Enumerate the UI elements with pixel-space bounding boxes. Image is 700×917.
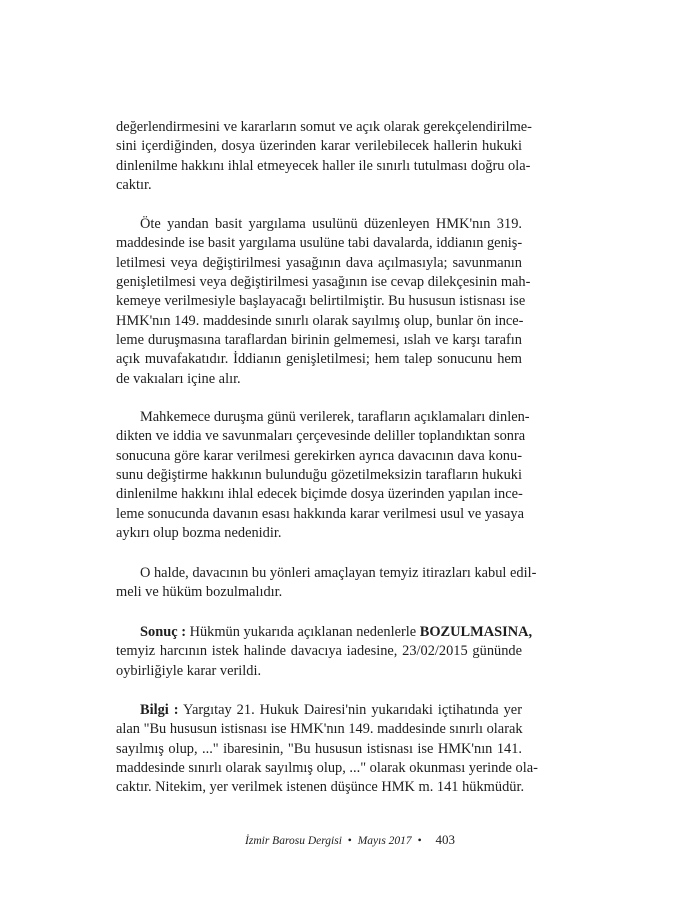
text-line: dinlenilme hakkını ihlal etmeyecek haller ile sınırlı tutulması doğru ola- [116,157,531,174]
journal-name: İzmir Barosu Dergisi [245,835,342,847]
text-line: oybirliğiyle karar verildi. [116,662,262,679]
text-line: sayılmış olup, ..." ibaresinin, "Bu hususun istisnası ise HMK'nın 141. [116,740,522,757]
text-line: alan "Bu hususun istisnası ise HMK'nın 149. maddesinde sınırlı olarak [116,721,523,738]
text-line: caktır. Nitekim, yer verilmek istenen düşünce HMK m. 141 hükmüdür. [116,779,525,796]
text-line: maddesinde ise basit yargılama usulüne tabi davalarda, iddianın geniş- [116,235,523,252]
paragraph-1 [116,118,532,195]
text-line: dikten ve iddia ve savunmaları çerçevesinde deliller toplandıktan sonra [116,428,526,445]
bilgi-paragraph [116,701,538,798]
paragraph-3 [116,408,530,543]
text-line: temyiz harcının istek halinde davacıya iadesine, 23/02/2015 gününde [116,643,522,660]
text-line: değerlendirmesini ve kararların somut ve açık olarak gerekçelendirilme- [116,119,532,135]
text-line: kemeye verilmesiyle başlayacağı belirtilmiştir. Bu hususun istisnası ise [116,293,526,310]
page-number: 403 [435,832,455,847]
sonuc-text: Hükmün yukarıda açıklanan nedenlerle [185,624,420,640]
paragraph-4 [116,564,537,603]
text-line: meli ve hüküm bozulmalıdır. [116,584,283,601]
separator-dot: • [347,835,352,847]
text-line: leme sonucunda davanın esası hakkında karar verilmesi usul ve yasaya [116,505,524,522]
text-line: Öte yandan basit yargılama usulünü düzenleyen HMK'nın 319. [140,216,522,232]
sonuc-label: Sonuç : [140,624,186,640]
text-line: letilmesi veya değiştirilmesi yasağının dava açılmasıyla; savunmanın [116,254,522,271]
bilgi-label: Bilgi : [140,702,179,718]
text-line [116,701,522,720]
text-line: de vakıaları içine alır. [116,370,241,387]
text-line: sunu değiştirme hakkının bulunduğu gözetilmeksizin tarafların hukuki [116,467,522,484]
text-line [116,623,533,642]
text-line: Mahkemece duruşma günü verilerek, tarafların açıklamaları dinlen- [140,409,530,425]
paragraph-2 [116,215,531,389]
bilgi-text: Yargıtay 21. Hukuk Dairesi'nin yukarıdaki içtihatında yer [178,702,522,718]
text-line: açık muvafakatıdır. İddianın genişletilmesi; hem talep sonucunu hem [116,351,522,368]
text-line: sini içerdiğinden, dosya üzerinden karar verilebilecek hallerin hukuki [116,138,522,155]
text-line: genişletilmesi veya değiştirilmesi yasağının ise cevap dilekçesinin mah- [116,274,531,291]
separator-dot: • [417,835,422,847]
text-line: O halde, davacının bu yönleri amaçlayan temyiz itirazları kabul edil- [140,565,537,581]
page-footer [0,832,700,848]
bozulmasina-text: BOZULMASINA, [419,624,533,640]
text-line: dinlenilme hakkını ihlal edecek biçimde dosya üzerinden yapılan ince- [116,486,523,503]
text-line: maddesinde sınırlı olarak sayılmış olup, ..." olarak okunması yerinde ola- [116,760,538,777]
text-line: sonucuna göre karar verilmesi gerekirken ayrıca davacının dava konu- [116,447,522,464]
issue-date: Mayıs 2017 [357,835,412,847]
text-line: caktır. [116,177,152,194]
text-line: aykırı olup bozma nedenidir. [116,525,282,542]
text-line: HMK'nın 149. maddesinde sınırlı olarak sayılmış olup, bunlar ön ince- [116,312,524,329]
sonuc-paragraph [116,623,533,681]
text-line: leme duruşmasına taraflardan birinin gelmemesi, ıslah ve karşı tarafın [116,332,522,349]
